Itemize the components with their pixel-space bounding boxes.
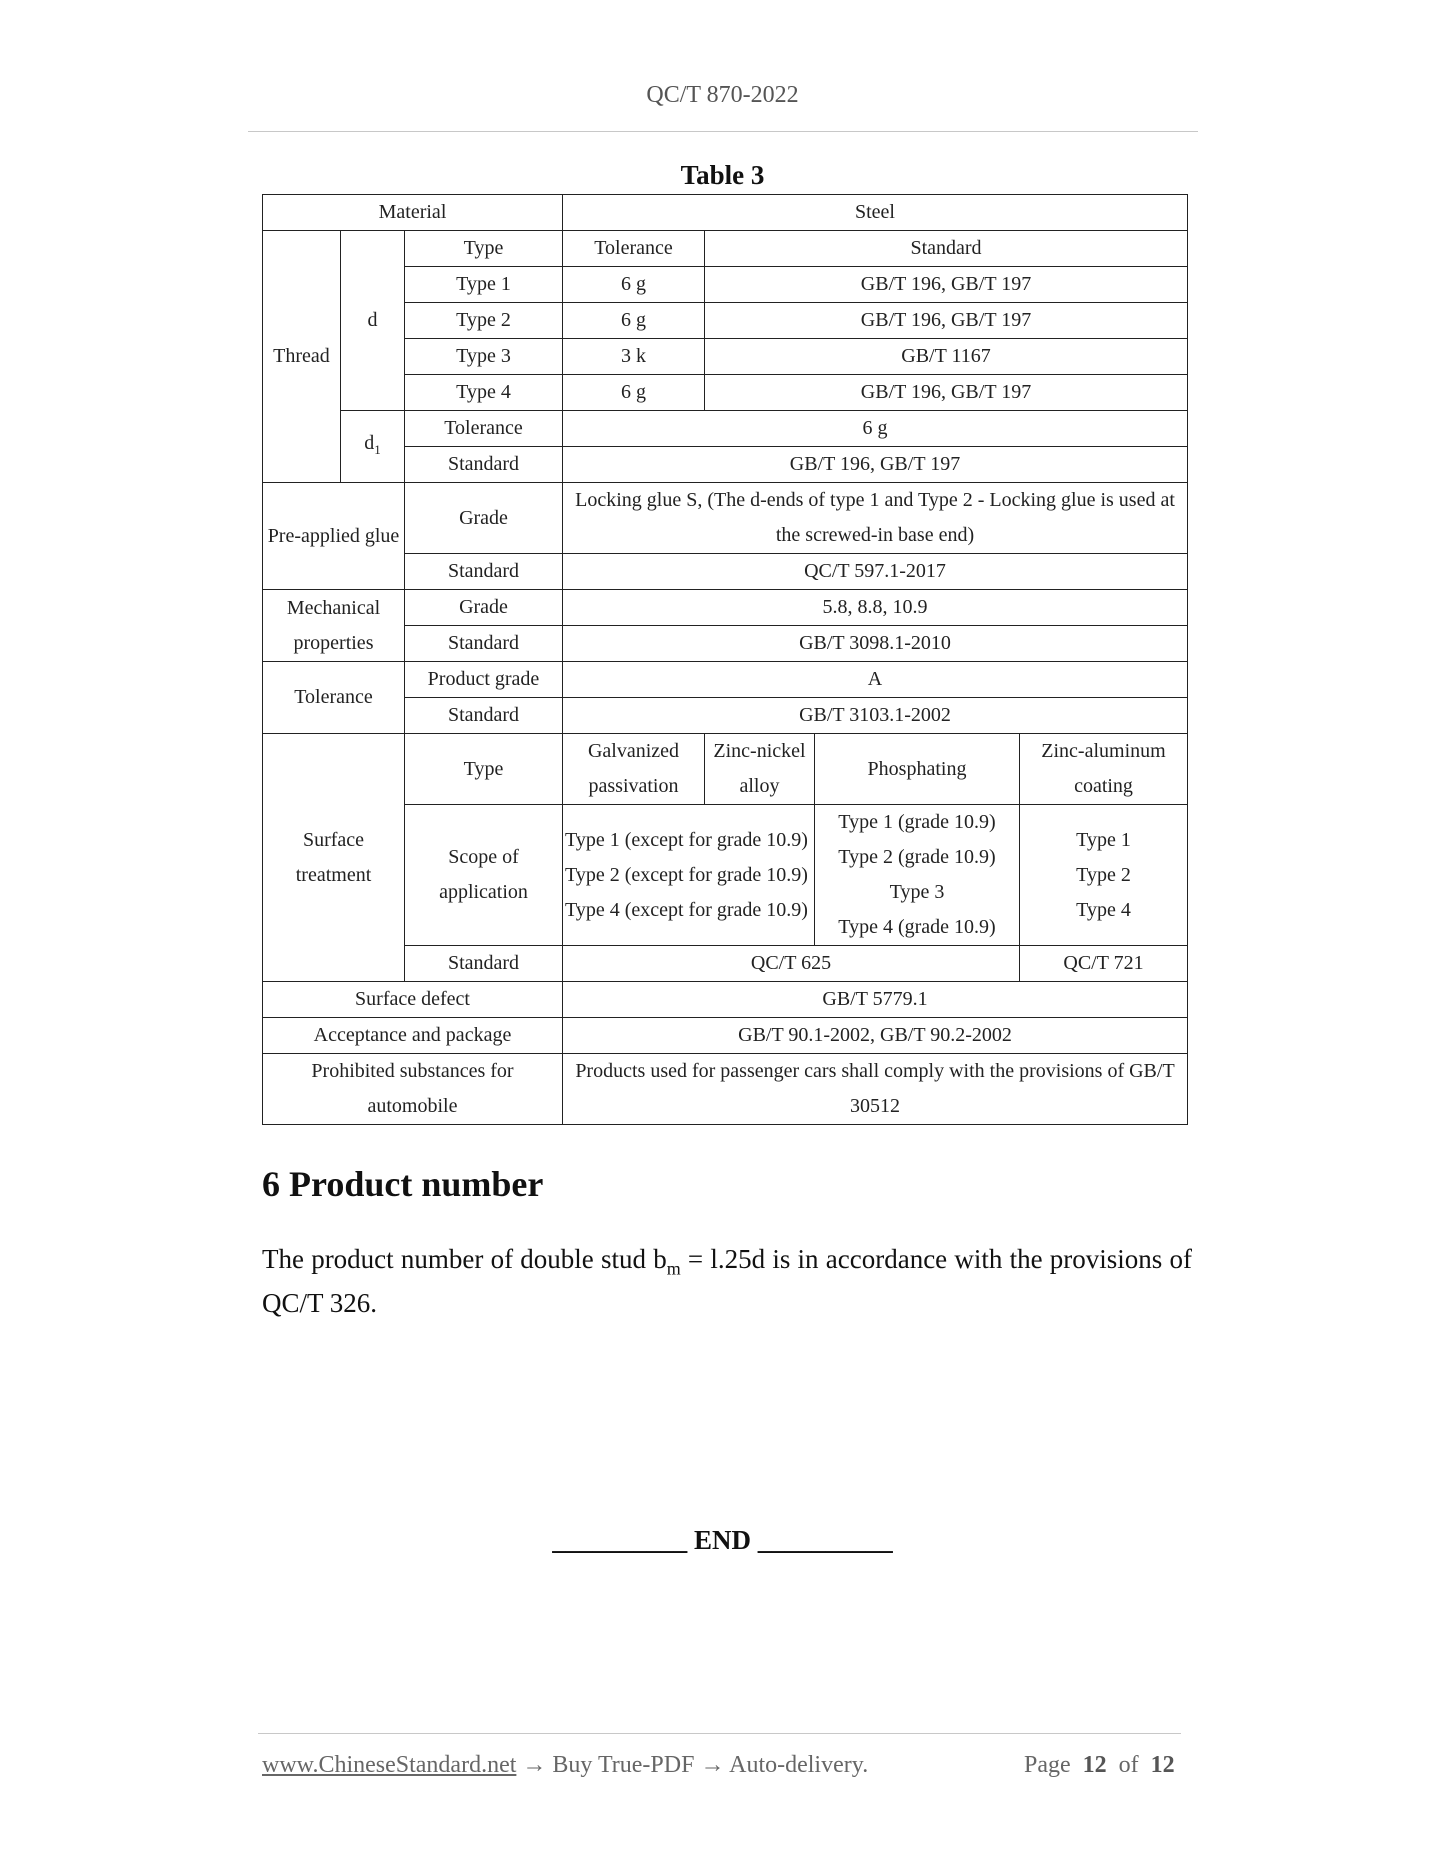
table-row-surface-type: [263, 734, 1188, 805]
page-number: 12: [1082, 1752, 1107, 1778]
end-marker: __________ END __________: [552, 1525, 893, 1555]
header-divider: [248, 131, 1198, 132]
paragraph-text-end: = l.25d is in accordance with the provisions of QC/T 326.: [262, 1244, 1193, 1319]
thread-tolerance-cell: 6 g: [563, 267, 705, 303]
table-row: [263, 1054, 1188, 1125]
page-indicator: [1024, 1752, 1175, 1779]
surface-standard-label: Standard: [405, 946, 563, 982]
glue-grade-label: Grade: [405, 483, 563, 554]
surface-defect-label: Surface defect: [263, 982, 563, 1018]
tolerance-grade-value: A: [563, 662, 1188, 698]
thread-d1-label: [341, 411, 405, 483]
tolerance-standard-label: Standard: [405, 698, 563, 734]
mechanical-label: Mechanical properties: [263, 590, 405, 662]
thread-standard-cell: GB/T 196, GB/T 197: [705, 303, 1188, 339]
footer-promo: [262, 1752, 868, 1779]
mechanical-grade-value: 5.8, 8.8, 10.9: [563, 590, 1188, 626]
surface-scope-zinc-aluminum: Type 1 Type 2 Type 4: [1020, 805, 1188, 946]
surface-type-galvanized: Galvanized passivation: [563, 734, 705, 805]
thread-type-cell: Type 2: [405, 303, 563, 339]
surface-type-phosphating: Phosphating: [815, 734, 1020, 805]
surface-scope-label: Scope of application: [405, 805, 563, 946]
thread-tolerance-cell: 6 g: [563, 303, 705, 339]
surface-scope-phosphating: Type 1 (grade 10.9) Type 2 (grade 10.9) Type 3 Type 4 (grade 10.9): [815, 805, 1020, 946]
thread-col-type: Type: [405, 231, 563, 267]
table-row: [263, 1018, 1188, 1054]
d1-tolerance-value: 6 g: [563, 411, 1188, 447]
table-row: [263, 590, 1188, 626]
specification-table: [262, 194, 1188, 1125]
tolerance-grade-label: Product grade: [405, 662, 563, 698]
prohibited-value: Products used for passenger cars shall comply with the provisions of GB/T 30512: [563, 1054, 1188, 1125]
surface-scope-galv-zinc: Type 1 (except for grade 10.9) Type 2 (except for grade 10.9) Type 4 (except for grade 10.9): [563, 805, 815, 946]
thread-col-tolerance: Tolerance: [563, 231, 705, 267]
glue-standard-value: QC/T 597.1-2017: [563, 554, 1188, 590]
thread-type-cell: Type 3: [405, 339, 563, 375]
footer-divider: [258, 1733, 1181, 1734]
paragraph-subscript: m: [666, 1258, 681, 1279]
page-word: Page: [1024, 1752, 1071, 1778]
section-heading: 6 Product number: [262, 1164, 544, 1204]
material-value: Steel: [563, 195, 1188, 231]
glue-standard-label: Standard: [405, 554, 563, 590]
material-label: Material: [263, 195, 563, 231]
tolerance-label: Tolerance: [263, 662, 405, 734]
thread-type-cell: Type 4: [405, 375, 563, 411]
d1-letter: d: [364, 432, 375, 454]
thread-tolerance-cell: 3 k: [563, 339, 705, 375]
document-code-header: QC/T 870-2022: [646, 82, 799, 108]
surface-standard-zinc-aluminum: QC/T 721: [1020, 946, 1188, 982]
section-paragraph: [262, 1242, 1192, 1321]
thread-standard-cell: GB/T 196, GB/T 197: [705, 267, 1188, 303]
acceptance-value: GB/T 90.1-2002, GB/T 90.2-2002: [563, 1018, 1188, 1054]
acceptance-label: Acceptance and package: [263, 1018, 563, 1054]
surface-standard-main: QC/T 625: [563, 946, 1020, 982]
table-title: Table 3: [680, 160, 765, 190]
thread-standard-cell: GB/T 196, GB/T 197: [705, 375, 1188, 411]
thread-tolerance-cell: 6 g: [563, 375, 705, 411]
mechanical-standard-label: Standard: [405, 626, 563, 662]
site-link[interactable]: www.ChineseStandard.net: [262, 1752, 517, 1778]
table-row: [263, 982, 1188, 1018]
surface-type-zinc-nickel: Zinc-nickel alloy: [705, 734, 815, 805]
surface-label: Surface treatment: [263, 734, 405, 982]
of-word: of: [1118, 1752, 1139, 1778]
surface-type-zinc-aluminum: Zinc-aluminum coating: [1020, 734, 1188, 805]
footer-tagline: → Buy True-PDF → Auto-delivery.: [516, 1752, 869, 1778]
thread-label: Thread: [263, 231, 341, 483]
surface-type-label: Type: [405, 734, 563, 805]
thread-col-standard: Standard: [705, 231, 1188, 267]
d1-subscript: 1: [374, 442, 381, 457]
thread-type-cell: Type 1: [405, 267, 563, 303]
table-row-thread-header: [263, 231, 1188, 267]
d1-standard-label: Standard: [405, 447, 563, 483]
mechanical-standard-value: GB/T 3098.1-2010: [563, 626, 1188, 662]
prohibited-label: Prohibited substances for automobile: [263, 1054, 563, 1125]
table-row-material: [263, 195, 1188, 231]
surface-defect-value: GB/T 5779.1: [563, 982, 1188, 1018]
thread-d-label: d: [341, 231, 405, 411]
glue-grade-value: Locking glue S, (The d-ends of type 1 and Type 2 - Locking glue is used at the screwed-in base end): [563, 483, 1188, 554]
thread-standard-cell: GB/T 1167: [705, 339, 1188, 375]
paragraph-text-start: The product number of double stud b: [262, 1244, 667, 1274]
tolerance-standard-value: GB/T 3103.1-2002: [563, 698, 1188, 734]
d1-standard-value: GB/T 196, GB/T 197: [563, 447, 1188, 483]
d1-tolerance-label: Tolerance: [405, 411, 563, 447]
page-total: 12: [1150, 1752, 1175, 1778]
mechanical-grade-label: Grade: [405, 590, 563, 626]
glue-label: Pre-applied glue: [263, 483, 405, 590]
table-row-glue-grade: [263, 483, 1188, 554]
table-row: [263, 411, 1188, 447]
table-row: [263, 662, 1188, 698]
